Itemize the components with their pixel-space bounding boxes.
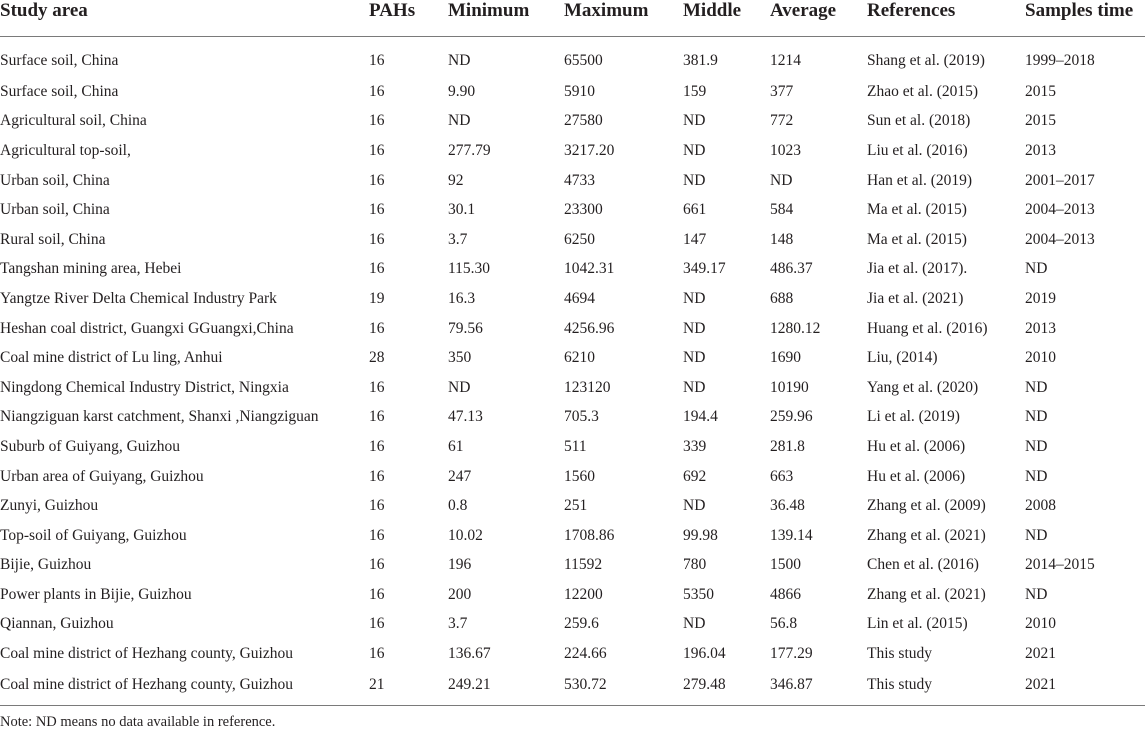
cell-average: 346.87 bbox=[770, 669, 867, 706]
cell-average: 688 bbox=[770, 289, 794, 307]
cell-average: 1500 bbox=[770, 556, 801, 574]
table-row bbox=[0, 521, 1145, 551]
cell-samples-time: ND bbox=[1025, 585, 1048, 603]
cell-samples-time: 1999–2018 bbox=[1025, 52, 1095, 69]
cell-pahs: 16 bbox=[369, 230, 385, 248]
cell-pahs: 16 bbox=[369, 526, 385, 544]
table-row bbox=[0, 462, 1145, 492]
cell-maximum: 6250 bbox=[564, 230, 595, 248]
table-row bbox=[0, 284, 1145, 314]
cell-minimum: 247 bbox=[448, 467, 472, 485]
table-row bbox=[0, 491, 1145, 521]
cell-study-area: Top-soil of Guiyang, Guizhou bbox=[0, 526, 187, 544]
cell-minimum: 9.90 bbox=[448, 82, 476, 100]
cell-samples-time: 2015 bbox=[1025, 82, 1056, 100]
header-minimum: Minimum bbox=[448, 0, 564, 37]
cell-average: 1280.12 bbox=[770, 319, 821, 337]
cell-study-area: Urban area of Guiyang, Guizhou bbox=[0, 467, 204, 485]
cell-maximum: 1708.86 bbox=[564, 526, 615, 544]
cell-minimum: 196 bbox=[448, 556, 472, 574]
cell-average: 4866 bbox=[770, 585, 801, 603]
cell-minimum: 16.3 bbox=[448, 289, 476, 307]
cell-maximum: 123120 bbox=[564, 378, 611, 396]
cell-study-area: Bijie, Guizhou bbox=[0, 556, 92, 574]
cell-samples-time: 2010 bbox=[1025, 349, 1056, 367]
cell-minimum: ND bbox=[448, 52, 471, 69]
cell-minimum: 79.56 bbox=[448, 319, 483, 337]
cell-study-area: Surface soil, China bbox=[0, 52, 119, 69]
cell-maximum: 259.6 bbox=[564, 615, 599, 633]
cell-reference: Liu et al. (2016) bbox=[867, 141, 968, 159]
cell-maximum: 511 bbox=[564, 437, 587, 455]
cell-study-area: Urban soil, China bbox=[0, 171, 110, 189]
cell-study-area: Suburb of Guiyang, Guizhou bbox=[0, 437, 180, 455]
cell-minimum: 277.79 bbox=[448, 141, 491, 159]
cell-average: 1214 bbox=[770, 52, 801, 69]
cell-maximum: 11592 bbox=[564, 556, 603, 574]
table-note: Note: ND means no data available in reference. bbox=[0, 713, 276, 730]
cell-average: 148 bbox=[770, 230, 794, 248]
cell-maximum: 530.72 bbox=[564, 669, 683, 706]
cell-average: 281.8 bbox=[770, 437, 805, 455]
cell-average: 139.14 bbox=[770, 526, 813, 544]
cell-pahs: 16 bbox=[369, 408, 385, 426]
table-row bbox=[0, 255, 1145, 285]
table-row bbox=[0, 669, 1145, 706]
cell-pahs: 16 bbox=[369, 171, 385, 189]
cell-samples-time: 2013 bbox=[1025, 319, 1056, 337]
cell-maximum: 23300 bbox=[564, 201, 603, 219]
table-row bbox=[0, 432, 1145, 462]
cell-average: 177.29 bbox=[770, 645, 813, 663]
cell-maximum: 4694 bbox=[564, 289, 595, 307]
cell-maximum: 5910 bbox=[564, 82, 595, 100]
cell-minimum: 115.30 bbox=[448, 260, 491, 278]
cell-study-area: Qiannan, Guizhou bbox=[0, 615, 114, 633]
cell-samples-time: 2019 bbox=[1025, 289, 1056, 307]
cell-middle: ND bbox=[683, 349, 706, 367]
cell-study-area: Agricultural soil, China bbox=[0, 112, 147, 130]
header-references: References bbox=[867, 0, 1025, 37]
cell-middle: ND bbox=[683, 171, 706, 189]
cell-reference: Zhao et al. (2015) bbox=[867, 82, 979, 100]
cell-pahs: 16 bbox=[369, 141, 385, 159]
cell-average: 377 bbox=[770, 82, 794, 100]
table-row bbox=[0, 343, 1145, 373]
cell-minimum: 3.7 bbox=[448, 615, 468, 633]
cell-study-area: Zunyi, Guizhou bbox=[0, 497, 99, 515]
table-row bbox=[0, 314, 1145, 344]
cell-study-area: Rural soil, China bbox=[0, 230, 106, 248]
cell-minimum: 350 bbox=[448, 349, 472, 367]
cell-pahs: 16 bbox=[369, 201, 385, 219]
cell-minimum: 61 bbox=[448, 437, 464, 455]
cell-reference: Shang et al. (2019) bbox=[867, 52, 985, 69]
table-row bbox=[0, 225, 1145, 255]
cell-minimum: 30.1 bbox=[448, 201, 476, 219]
cell-middle: 196.04 bbox=[683, 645, 726, 663]
cell-study-area: Agricultural top-soil, bbox=[0, 141, 131, 159]
cell-minimum: 249.21 bbox=[448, 669, 564, 706]
cell-study-area: Coal mine district of Hezhang county, Guizhou bbox=[0, 669, 369, 706]
cell-minimum: 3.7 bbox=[448, 230, 468, 248]
cell-middle: ND bbox=[683, 378, 706, 396]
cell-samples-time: ND bbox=[1025, 408, 1048, 426]
table-header bbox=[0, 0, 1145, 37]
header-maximum: Maximum bbox=[564, 0, 683, 37]
cell-reference: Hu et al. (2006) bbox=[867, 467, 966, 485]
cell-average: 584 bbox=[770, 201, 794, 219]
table-row bbox=[0, 37, 1145, 78]
cell-samples-time: ND bbox=[1025, 378, 1048, 396]
table-row bbox=[0, 639, 1145, 669]
cell-study-area: Ningdong Chemical Industry District, Ningxia bbox=[0, 378, 289, 396]
cell-samples-time: 2013 bbox=[1025, 141, 1056, 159]
cell-samples-time: 2008 bbox=[1025, 497, 1056, 515]
header-middle: Middle bbox=[683, 0, 770, 37]
header-row bbox=[0, 0, 1145, 37]
cell-middle: ND bbox=[683, 497, 706, 515]
cell-reference: Han et al. (2019) bbox=[867, 171, 973, 189]
cell-reference: This study bbox=[867, 645, 933, 663]
table-body bbox=[0, 37, 1145, 706]
cell-middle: ND bbox=[683, 289, 706, 307]
cell-average: 56.8 bbox=[770, 615, 798, 633]
cell-minimum: 0.8 bbox=[448, 497, 468, 515]
cell-middle: ND bbox=[683, 319, 706, 337]
cell-samples-time: 2021 bbox=[1025, 669, 1145, 706]
table-row bbox=[0, 551, 1145, 581]
cell-study-area: Tangshan mining area, Hebei bbox=[0, 260, 182, 278]
cell-middle: ND bbox=[683, 112, 706, 130]
cell-minimum: 10.02 bbox=[448, 526, 483, 544]
cell-pahs: 16 bbox=[369, 82, 385, 100]
cell-reference: Zhang et al. (2021) bbox=[867, 526, 986, 544]
cell-reference: Lin et al. (2015) bbox=[867, 615, 968, 633]
cell-maximum: 12200 bbox=[564, 585, 603, 603]
cell-reference: Yang et al. (2020) bbox=[867, 378, 979, 396]
cell-middle: 381.9 bbox=[683, 52, 718, 69]
cell-middle: 99.98 bbox=[683, 526, 718, 544]
cell-pahs: 16 bbox=[369, 585, 385, 603]
cell-middle: 661 bbox=[683, 201, 707, 219]
cell-pahs: 19 bbox=[369, 289, 385, 307]
cell-reference: This study bbox=[867, 669, 1025, 706]
cell-maximum: 3217.20 bbox=[564, 141, 615, 159]
cell-samples-time: ND bbox=[1025, 437, 1048, 455]
cell-study-area: Coal mine district of Hezhang county, Guizhou bbox=[0, 645, 293, 663]
table-row bbox=[0, 77, 1145, 107]
cell-samples-time: 2004–2013 bbox=[1025, 201, 1095, 219]
cell-middle: 5350 bbox=[683, 585, 714, 603]
table-row bbox=[0, 373, 1145, 403]
cell-maximum: 4733 bbox=[564, 171, 595, 189]
cell-samples-time: 2004–2013 bbox=[1025, 230, 1095, 248]
cell-pahs: 16 bbox=[369, 645, 385, 663]
cell-average: ND bbox=[770, 171, 793, 189]
table-row bbox=[0, 136, 1145, 166]
cell-reference: Ma et al. (2015) bbox=[867, 230, 967, 248]
cell-maximum: 705.3 bbox=[564, 408, 599, 426]
cell-study-area: Surface soil, China bbox=[0, 82, 119, 100]
table-row bbox=[0, 166, 1145, 196]
cell-maximum: 27580 bbox=[564, 112, 603, 130]
cell-study-area: Yangtze River Delta Chemical Industry Park bbox=[0, 289, 277, 307]
table-row bbox=[0, 107, 1145, 137]
cell-reference: Jia et al. (2017). bbox=[867, 260, 968, 278]
cell-reference: Sun et al. (2018) bbox=[867, 112, 971, 130]
cell-study-area: Power plants in Bijie, Guizhou bbox=[0, 585, 192, 603]
cell-middle: 339 bbox=[683, 437, 707, 455]
table-row bbox=[0, 580, 1145, 610]
cell-minimum: 136.67 bbox=[448, 645, 491, 663]
cell-pahs: 16 bbox=[369, 497, 385, 515]
cell-average: 1023 bbox=[770, 141, 801, 159]
table-row bbox=[0, 403, 1145, 433]
cell-maximum: 224.66 bbox=[564, 645, 607, 663]
table-row bbox=[0, 610, 1145, 640]
cell-pahs: 16 bbox=[369, 556, 385, 574]
cell-middle: 692 bbox=[683, 467, 707, 485]
cell-reference: Huang et al. (2016) bbox=[867, 319, 988, 337]
cell-middle: 349.17 bbox=[683, 260, 726, 278]
cell-pahs: 16 bbox=[369, 378, 385, 396]
cell-average: 36.48 bbox=[770, 497, 805, 515]
cell-middle: 780 bbox=[683, 556, 707, 574]
cell-samples-time: 2021 bbox=[1025, 645, 1056, 663]
cell-pahs: 16 bbox=[369, 437, 385, 455]
cell-maximum: 65500 bbox=[564, 52, 603, 69]
cell-middle: 279.48 bbox=[683, 669, 770, 706]
cell-reference: Li et al. (2019) bbox=[867, 408, 960, 426]
cell-study-area: Heshan coal district, Guangxi GGuangxi,China bbox=[0, 319, 294, 337]
cell-reference: Hu et al. (2006) bbox=[867, 437, 966, 455]
cell-pahs: 21 bbox=[369, 669, 448, 706]
cell-maximum: 6210 bbox=[564, 349, 595, 367]
header-pahs: PAHs bbox=[369, 0, 448, 37]
cell-reference: Zhang et al. (2021) bbox=[867, 585, 986, 603]
cell-samples-time: ND bbox=[1025, 467, 1048, 485]
cell-samples-time: ND bbox=[1025, 260, 1048, 278]
cell-average: 10190 bbox=[770, 378, 809, 396]
cell-maximum: 1560 bbox=[564, 467, 595, 485]
cell-study-area: Coal mine district of Lu ling, Anhui bbox=[0, 349, 223, 367]
cell-average: 663 bbox=[770, 467, 794, 485]
cell-average: 1690 bbox=[770, 349, 801, 367]
cell-minimum: ND bbox=[448, 112, 471, 130]
cell-pahs: 16 bbox=[369, 52, 385, 69]
cell-minimum: 47.13 bbox=[448, 408, 483, 426]
cell-pahs: 16 bbox=[369, 319, 385, 337]
cell-reference: Chen et al. (2016) bbox=[867, 556, 979, 574]
cell-average: 259.96 bbox=[770, 408, 813, 426]
cell-pahs: 28 bbox=[369, 349, 385, 367]
cell-samples-time: ND bbox=[1025, 526, 1048, 544]
cell-reference: Liu, (2014) bbox=[867, 349, 938, 367]
cell-middle: 147 bbox=[683, 230, 707, 248]
cell-minimum: ND bbox=[448, 378, 471, 396]
cell-maximum: 251 bbox=[564, 497, 588, 515]
cell-pahs: 16 bbox=[369, 260, 385, 278]
cell-reference: Zhang et al. (2009) bbox=[867, 497, 986, 515]
cell-samples-time: 2010 bbox=[1025, 615, 1056, 633]
cell-average: 486.37 bbox=[770, 260, 813, 278]
cell-average: 772 bbox=[770, 112, 794, 130]
cell-pahs: 16 bbox=[369, 112, 385, 130]
cell-maximum: 1042.31 bbox=[564, 260, 615, 278]
cell-samples-time: 2001–2017 bbox=[1025, 171, 1095, 189]
cell-minimum: 92 bbox=[448, 171, 464, 189]
cell-study-area: Urban soil, China bbox=[0, 201, 110, 219]
cell-middle: ND bbox=[683, 141, 706, 159]
cell-middle: ND bbox=[683, 615, 706, 633]
cell-study-area: Niangziguan karst catchment, Shanxi ,Niangziguan bbox=[0, 408, 319, 426]
cell-middle: 194.4 bbox=[683, 408, 718, 426]
cell-samples-time: 2015 bbox=[1025, 112, 1056, 130]
cell-pahs: 16 bbox=[369, 615, 385, 633]
cell-samples-time: 2014–2015 bbox=[1025, 556, 1095, 574]
cell-reference: Ma et al. (2015) bbox=[867, 201, 967, 219]
header-study-area: Study area bbox=[0, 0, 369, 37]
cell-reference: Jia et al. (2021) bbox=[867, 289, 964, 307]
header-average: Average bbox=[770, 0, 867, 37]
header-samples-time: Samples time bbox=[1025, 0, 1145, 37]
cell-middle: 159 bbox=[683, 82, 707, 100]
cell-maximum: 4256.96 bbox=[564, 319, 615, 337]
table-row bbox=[0, 195, 1145, 225]
cell-minimum: 200 bbox=[448, 585, 472, 603]
cell-pahs: 16 bbox=[369, 467, 385, 485]
